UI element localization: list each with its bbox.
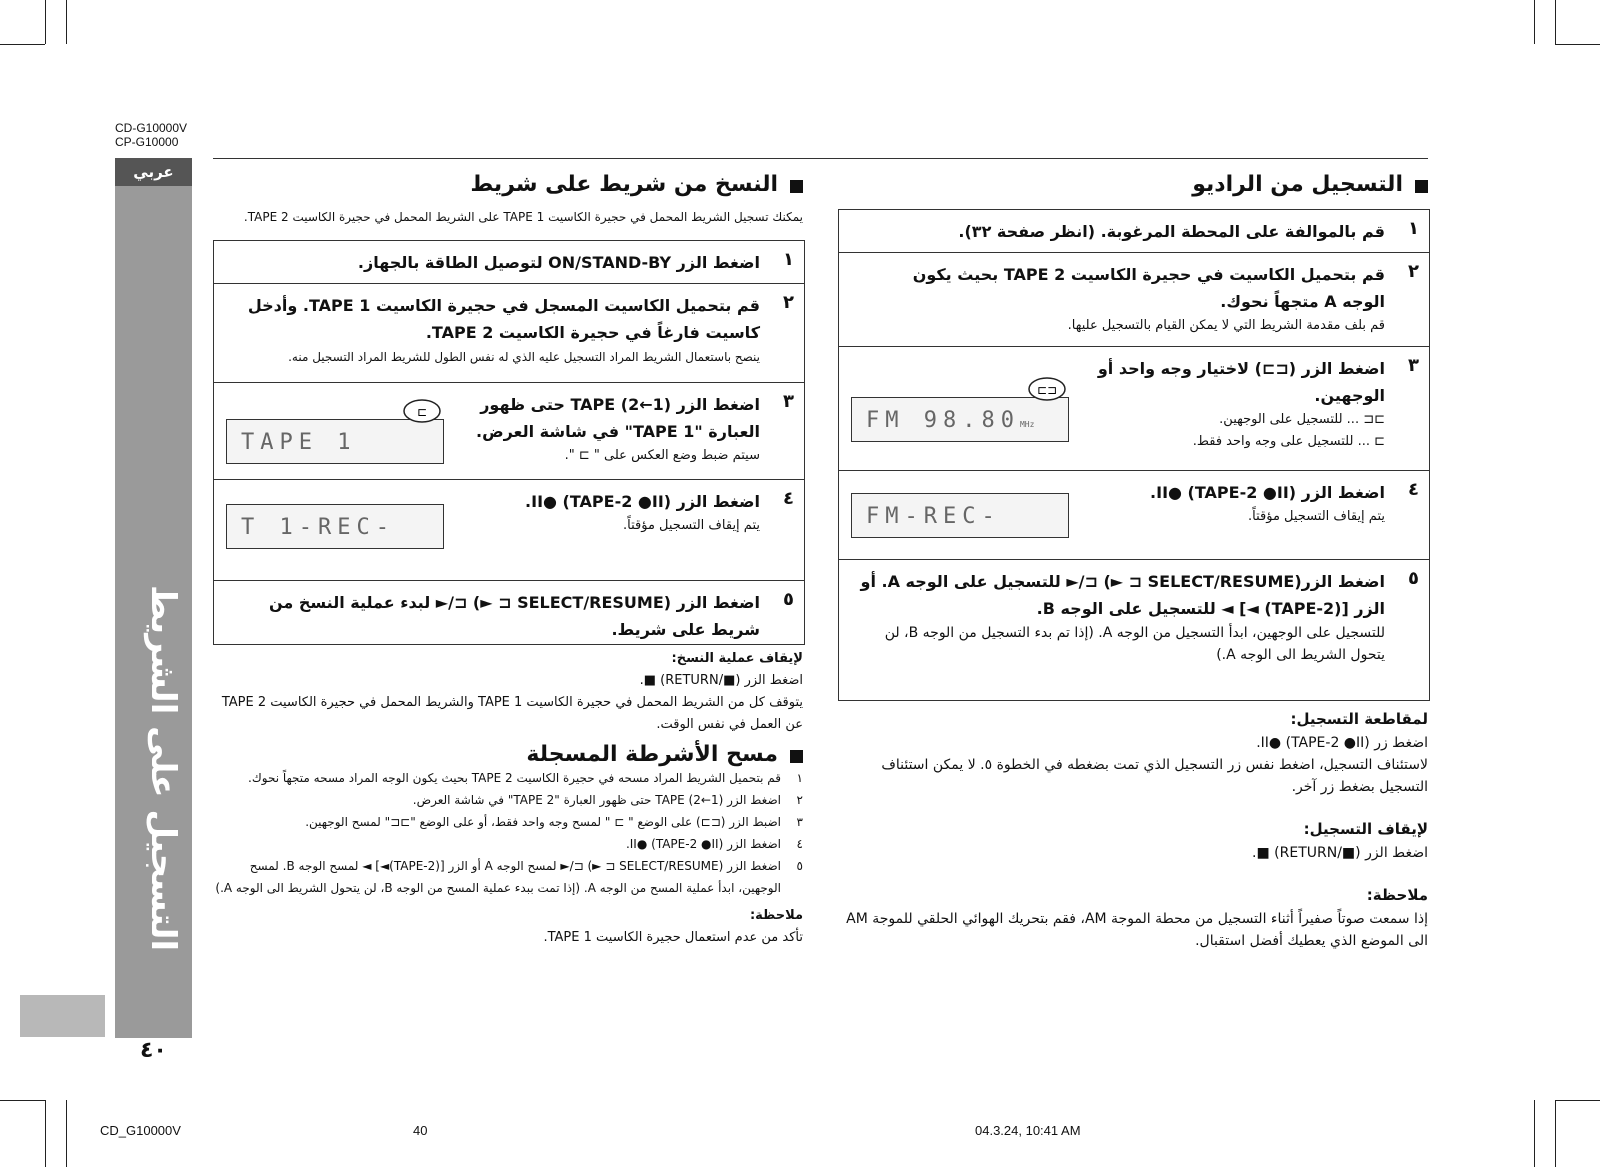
lcd-display-fm-rec: FM-REC- — [851, 493, 1069, 538]
erase-item-1: ١ قم بتحميل الشريط المراد مسحه في حجيرة الكاسيت TAPE 2 بحيث يكون الوجه المراد مسحه متجهاً نحوك. — [248, 771, 803, 785]
svg-text:⊏⊐: ⊏⊐ — [1036, 383, 1058, 397]
erase-item-3: ٣ اضبط الزر (⊏⊐) على الوضع " ⊐ " لمسح وجه واحد فقط، أو على الوضع "⊐⊏" لمسح الوجهين. — [305, 815, 803, 829]
speech-bubble-icon — [402, 399, 442, 427]
crop-mark — [1555, 44, 1600, 45]
crop-mark — [0, 44, 45, 45]
interrupt-text-1: اضغط زر (TAPE-2 ●II) ●II. — [1256, 735, 1428, 751]
footer-left: CD_G10000V — [100, 1123, 181, 1138]
left-step-4: ٤ اضغط الزر (TAPE-2 ●II) ●II. يتم إيقاف التسجيل مؤقتاً. T 1-REC- — [214, 480, 804, 581]
right-section-title: التسجيل من الراديو — [838, 172, 1428, 197]
crop-mark — [1555, 1100, 1556, 1167]
lcd-display-fm: FM 98.80MHz — [851, 397, 1069, 442]
copy-stop-note: يتوقف كل من الشريط المحمل في حجيرة الكاسيت TAPE 1 والشريط المحمل في حجيرة الكاسيت TAPE 2 عن العمل في نفس الوقت. — [221, 695, 803, 732]
left-step-2: ٢ قم بتحميل الكاسيت المسجل في حجيرة الكاسيت TAPE 1. وأدخل كاسيت فارغاً في حجيرة الكاسيت TAPE 2. ينصح باستعمال الشريط المراد التسجيل عليه الذي له نفس الطول للشريط المراد التسجيل منه. — [214, 284, 804, 383]
footer-center: 40 — [413, 1123, 428, 1138]
note-text: إذا سمعت صوتاً صفيراً أثناء التسجيل من محطة الموجة AM، فقم بتحريك الهوائي الحلقي للموجة AM الى الموضع الذي يعطيك أفضل استقبال. — [846, 911, 1428, 949]
left-step-3: ٣ اضغط الزر (1←2) TAPE حتى ظهور العبارة "TAPE 1" في شاشة العرض. سيتم ضبط وضع العكس على " ⊐ ". TAPE 1 ⊐ — [214, 383, 804, 480]
crop-mark — [66, 0, 67, 44]
right-step-2: ٢ قم بتحميل الكاسيت في حجيرة الكاسيت TAPE 2 بحيث يكون الوجه A متجهاً نحوك. قم بلف مقدمة الشريط التي لا يمكن القيام بالتسجيل عليها. — [839, 253, 1429, 347]
lcd-display-tape-rec: T 1-REC- — [226, 504, 444, 549]
right-step-5: ٥ اضغط الزر(SELECT/RESUME ⊏ ►) ⊏/► للتسجيل على الوجه A. أو الزر [(TAPE-2) ◄] ◄ للتسجيل على الوجه B. للتسجيل على الوجهين، ابدأ التسجيل من الوجه A. (إذا تم بدء التسجيل من الوجه B، لن يتحول الشريط الى الوجه A.) — [860, 568, 1419, 663]
sidebar — [115, 158, 192, 1038]
model-1: CD-G10000V — [115, 121, 188, 135]
erase-item-5: ٥ اضغط الزر (SELECT/RESUME ⊏ ►) ⊏/► لمسح الوجه A أو الزر [(TAPE-2)◄] ◄ لمسح الوجه B. لمسح الوجهين، ابدأ عملية المسح من الوجه A. (إذا تمت ببدء عملية المسح من الوجه B، لن يتحول الشريط الى الوجه A.) — [215, 859, 803, 895]
crop-mark — [1555, 0, 1556, 44]
crop-mark — [66, 1100, 67, 1167]
left-note-text: تأكد من عدم استعمال حجيرة الكاسيت TAPE 1. — [543, 930, 803, 945]
crop-mark — [1534, 0, 1535, 44]
left-step-5: ٥ اضغط الزر (SELECT/RESUME ⊏ ►) ⊏/► لبدء عملية النسخ من شريط على شريط. — [268, 589, 794, 639]
square-bullet-icon — [1415, 180, 1428, 193]
square-bullet-icon — [790, 180, 803, 193]
top-rule — [213, 158, 1428, 159]
gray-block — [20, 995, 105, 1037]
page-number: ٤٠ — [140, 1038, 167, 1063]
erase-item-2: ٢ اضغط الزر (1←2) TAPE حتى ظهور العبارة "TAPE 2" في شاشة العرض. — [412, 793, 803, 807]
lcd-display-tape1: TAPE 1 — [226, 419, 444, 464]
left-note-title: ملاحظة: — [749, 908, 803, 923]
right-step-3: ٣ اضغط الزر (⊏⊐) لاختيار وجه واحد أو الوجهين. ⊐⊏ ... للتسجيل على الوجهين. ⊐ ... للتسجيل على وجه واحد فقط. FM 98.80MHz ⊏⊐ — [839, 347, 1429, 471]
crop-mark — [1534, 1100, 1535, 1167]
language-tab: عربي — [115, 158, 192, 186]
stop-text: اضغط الزر (■/RETURN) ■. — [1252, 845, 1428, 861]
left-notes — [213, 648, 803, 949]
footer-right: 04.3.24, 10:41 AM — [975, 1123, 1081, 1138]
left-section-title: النسخ من شريط على شريط — [213, 172, 803, 197]
crop-mark — [0, 1100, 45, 1101]
interrupt-text-2: لاستئناف التسجيل، اضغط نفس زر التسجيل الذي تمت بضغطه في الخطوة ٥. لا يمكن استئناف التسجيل بضغط زر آخر. — [881, 757, 1428, 795]
crop-mark — [45, 1100, 46, 1167]
left-steps-box — [213, 240, 805, 645]
right-steps-box — [838, 209, 1430, 701]
left-intro: يمكنك تسجيل الشريط المحمل في حجيرة الكاسيت TAPE 1 على الشريط المحمل في حجيرة الكاسيت TAPE 2. — [243, 210, 803, 224]
crop-mark — [1555, 1100, 1600, 1101]
copy-stop-title: لإيقاف عملية النسخ: — [671, 651, 803, 666]
square-bullet-icon — [790, 750, 803, 763]
svg-text:⊐: ⊐ — [416, 405, 428, 419]
left-step-1: ١ اضغط الزر ON/STAND-BY لتوصيل الطاقة بالجهاز. — [214, 241, 804, 284]
copy-stop-text: اضغط الزر (■/RETURN) ■. — [639, 673, 803, 688]
sidebar-title: التسجيل على الشريط — [143, 584, 183, 952]
note-title: ملاحظة: — [1366, 886, 1428, 904]
right-step-1: ١ قم بالموالفة على المحطة المرغوبة. (انظر صفحة ٣٢). — [839, 210, 1429, 253]
speech-bubble-icon — [1027, 377, 1067, 405]
model-2: CP-G10000 — [115, 135, 179, 149]
erase-item-4: ٤ اضغط الزر (TAPE-2 ●II) ●II. — [625, 837, 803, 851]
erase-title: مسح الأشرطة المسجلة — [213, 742, 803, 767]
right-step-4: ٤ اضغط الزر (TAPE-2 ●II) ●II. يتم إيقاف التسجيل مؤقتاً. FM-REC- — [839, 471, 1429, 560]
model-header — [115, 121, 187, 149]
stop-title: لإيقاف التسجيل: — [1303, 820, 1428, 838]
interrupt-title: لمقاطعة التسجيل: — [1290, 710, 1428, 728]
right-notes — [838, 706, 1428, 952]
crop-mark — [45, 0, 46, 44]
